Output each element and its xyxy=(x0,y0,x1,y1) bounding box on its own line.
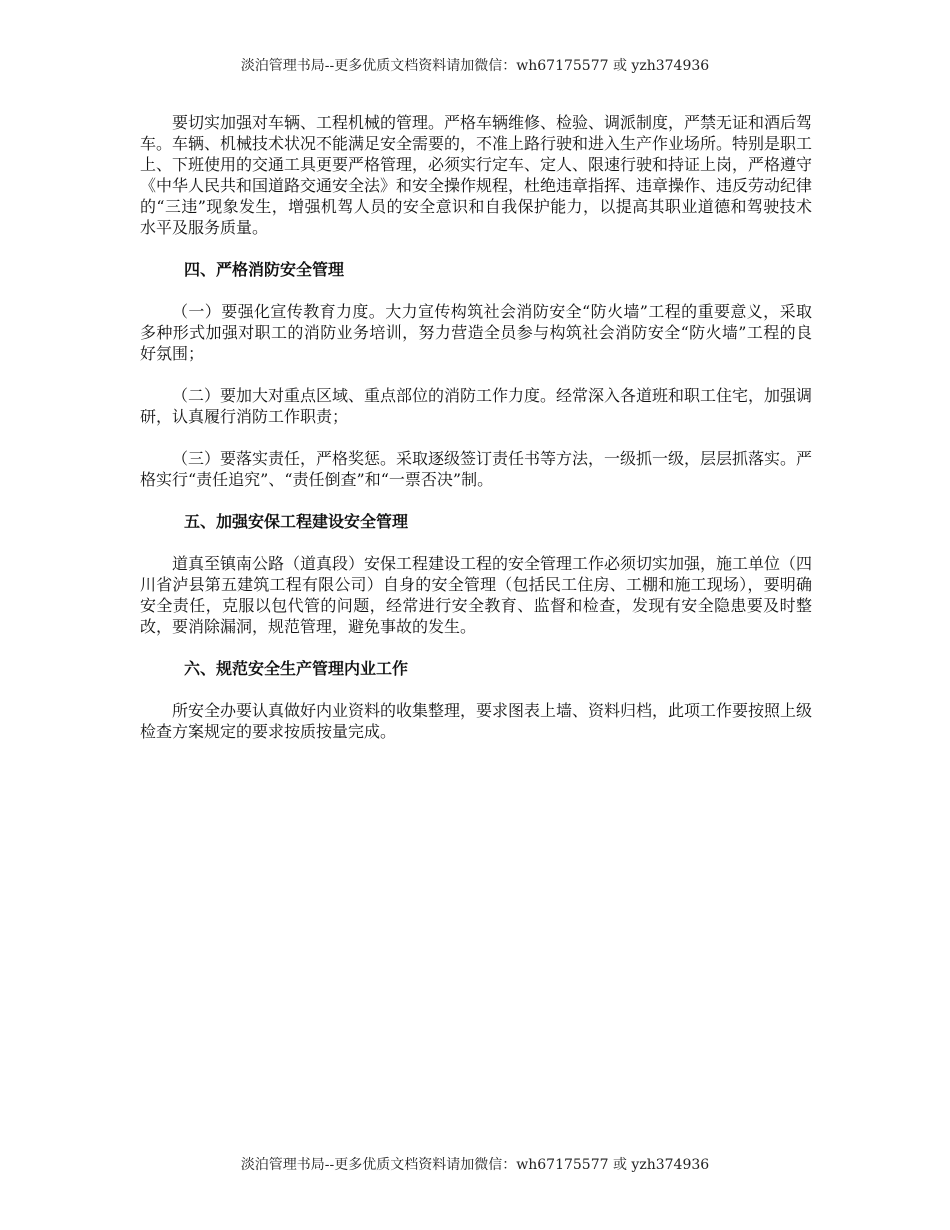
paragraph-internal-records: 所安全办要认真做好内业资料的收集整理，要求图表上墙、资料归档，此项工作要按照上级检查方案规定的要求按质按量完成。 xyxy=(140,701,813,741)
page-header: 淡泊管理书局--更多优质文档资料请加微信：wh67175577 或 yzh374936 xyxy=(240,58,710,74)
paragraph-security-project: 道真至镇南公路（道真段）安保工程建设工程的安全管理工作必须切实加强，施工单位（四川省泸县第五建筑工程有限公司）自身的安全管理（包括民工住房、工棚和施工现场），要明确安全责任，克服以包代管的问题，经常进行安全教育、监督和检查，发现有安全隐患要及时整改，要消除漏洞，规范管理，避免事故的发生。 xyxy=(140,554,813,636)
document-body xyxy=(140,112,812,763)
paragraph-fire-3: （三）要落实责任，严格奖惩。采取逐级签订责任书等方法，一级抓一级，层层抓落实。严格实行“责任追究”、“责任倒查”和“一票否决”制。 xyxy=(140,449,813,489)
paragraph-fire-1: （一）要强化宣传教育力度。大力宣传构筑社会消防安全“防火墙”工程的重要意义，采取多种形式加强对职工的消防业务培训，努力营造全员参与构筑社会消防安全“防火墙”工程的良好氛围； xyxy=(140,302,812,363)
page-footer: 淡泊管理书局--更多优质文档资料请加微信：wh67175577 或 yzh374936 xyxy=(240,1157,710,1173)
paragraph-vehicle-management: 要切实加强对车辆、工程机械的管理。严格车辆维修、检验、调派制度，严禁无证和酒后驾车。车辆、机械技术状况不能满足安全需要的，不准上路行驶和进入生产作业场所。特别是职工上、下班使用的交通工具更要严格管理，必须实行定车、定人、限速行驶和持证上岗，严格遵守《中华人民共和国道路交通安全法》和安全操作规程，杜绝违章指挥、违章操作、违反劳动纪律的“三违”现象发生，增强机驾人员的安全意识和自我保护能力，以提高其职业道德和驾驶技术水平及服务质量。 xyxy=(140,113,813,237)
section-heading-security-project: 五、加强安保工程建设安全管理 xyxy=(184,512,409,531)
paragraph-fire-2: （二）要加大对重点区域、重点部位的消防工作力度。经常深入各道班和职工住宅，加强调研，认真履行消防工作职责； xyxy=(140,386,813,426)
section-heading-fire-safety: 四、严格消防安全管理 xyxy=(184,260,345,279)
section-heading-internal-records: 六、规范安全生产管理内业工作 xyxy=(184,659,409,678)
